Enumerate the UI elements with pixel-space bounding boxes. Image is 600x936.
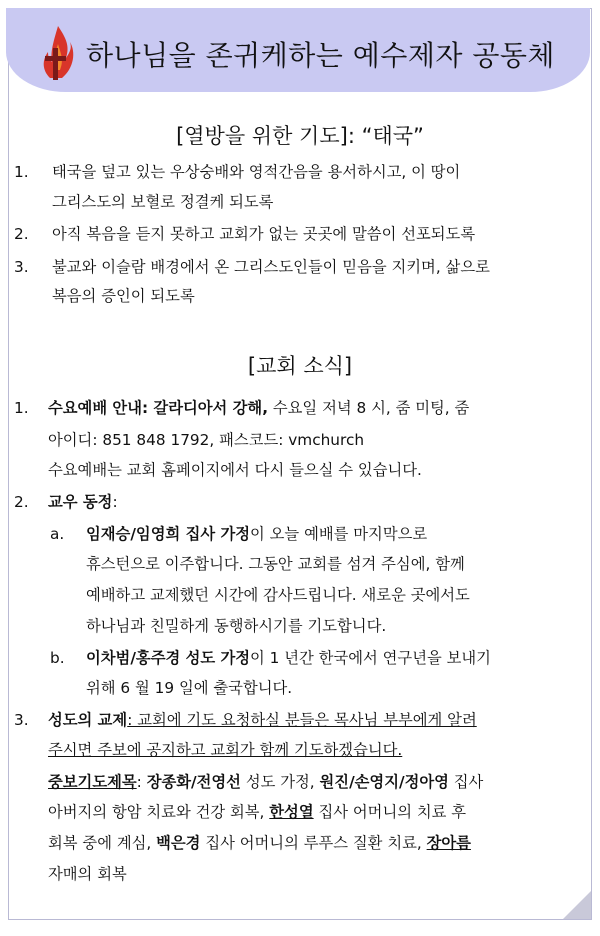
news-item-3-line1 (48, 710, 477, 730)
family-name-b: 이차범/홍주경 성도 가정 (86, 649, 251, 667)
intercession-line3 (48, 833, 471, 853)
intercession-label: 중보기도제목 (48, 773, 137, 791)
prayer-item-1-line1: 태국을 덮고 있는 우상숭배와 영적간음을 용서하시고, 이 땅이 (52, 163, 461, 181)
prayer-title-bracket: [열방을 위한 기도] (176, 124, 348, 148)
prayer-item-3-line1: 불교와 이슬람 배경에서 온 그리스도인들이 믿음을 지키며, 삶으로 (52, 258, 490, 276)
news-item-3-number: 3. (14, 711, 29, 729)
news-item-2a-line4: 하나님과 친밀하게 동행하시기를 기도합니다. (86, 617, 387, 635)
intercession-line2 (48, 802, 466, 822)
intercession-line4: 자매의 회복 (48, 865, 127, 883)
news-item-2a-label: a. (50, 525, 65, 543)
prayer-item-3-number: 3. (14, 258, 29, 276)
news-item-2a-line2: 휴스턴으로 이주합니다. 그동안 교회를 섬겨 주심에, 함께 (86, 555, 465, 573)
intercession-text-2: 집사 (448, 773, 484, 791)
news-item-1-number: 1. (14, 399, 29, 417)
intercession-line1: 중보기도제목: 장종화/전영선 성도 가정, 원진/손영지/정아영 집사 (48, 773, 484, 791)
news-item-1-line3: 수요예배는 교회 홈페이지에서 다시 들으실 수 있습니다. (48, 461, 422, 479)
prayer-item-1-line2: 그리스도의 보혈로 정결케 되도록 (52, 193, 274, 211)
intercession-name-1: 장종화/전영선 (146, 773, 241, 791)
news-item-2-title (48, 492, 118, 512)
intercession-name-2: 원진/손영지/정아영 (319, 773, 449, 791)
news-item-2a-line1 (86, 524, 427, 544)
news-item-2b-label: b. (50, 649, 65, 667)
news-item-2b-line2: 위해 6 월 19 일에 출국합니다. (86, 679, 293, 697)
news-item-3-line2 (48, 740, 402, 760)
news-item-2a-line3: 예배하고 교제했던 시간에 감사드립니다. 새로운 곳에서도 (86, 586, 470, 604)
church-logo-icon (36, 24, 76, 84)
prayer-title-country: : “태국” (347, 124, 424, 148)
intercession-text-3: 아버지의 항암 치료와 건강 회복, (48, 803, 270, 821)
news-section-title: [교회 소식] (247, 354, 353, 378)
header-banner (6, 8, 590, 92)
news-item-1-line1 (48, 398, 469, 418)
prayer-item-2-number: 2. (14, 225, 29, 243)
fellowship-text-line2: 주시면 주보에 공지하고 교회가 함께 기도하겠습니다. (48, 741, 403, 759)
news-item-2b-line1 (86, 648, 491, 668)
wednesday-service-info: 수요일 저녁 8 시, 줌 미팅, 줌 (268, 399, 470, 417)
member-news-label: 교우 동정 (48, 493, 113, 511)
church-name: 하나님을 존귀케하는 예수제자 공동체 (86, 39, 555, 72)
intercession-name-3: 한성열 (269, 803, 314, 821)
intercession-text-4: 집사 어머니의 치료 후 (313, 803, 467, 821)
news-item-2a-rest: 이 오늘 예배를 마지막으로 (250, 525, 428, 543)
family-name-a: 임재승/임영희 집사 가정 (86, 525, 251, 543)
intercession-name-5: 장아름 (426, 834, 471, 852)
intercession-name-4: 백은경 (156, 834, 201, 852)
prayer-item-3-line2: 복음의 증인이 되도록 (52, 287, 195, 305)
page-curl (563, 891, 591, 919)
intercession-text-6: 집사 어머니의 루푸스 질환 치료, (200, 834, 427, 852)
news-item-2-number: 2. (14, 493, 29, 511)
intercession-text-5: 회복 중에 계심, (48, 834, 157, 852)
fellowship-text: : 교회에 기도 요청하실 분들은 목사님 부부에게 알려 (127, 711, 477, 729)
news-item-1-line2: 아이디: 851 848 1792, 패스코드: vmchurch (48, 431, 365, 449)
wednesday-service-label: 수요예배 안내: 갈라디아서 강해, (48, 399, 269, 417)
prayer-item-1-number: 1. (14, 163, 29, 181)
news-item-2b-rest: 이 1 년간 한국에서 연구년을 보내기 (250, 649, 491, 667)
member-news-colon: : (112, 493, 118, 511)
prayer-item-2-line1: 아직 복음을 듣지 못하고 교회가 없는 곳곳에 말씀이 선포되도록 (52, 225, 476, 243)
intercession-text-1: 성도 가정, (240, 773, 320, 791)
prayer-section-title (0, 120, 600, 150)
fellowship-label: 성도의 교제 (48, 711, 128, 729)
